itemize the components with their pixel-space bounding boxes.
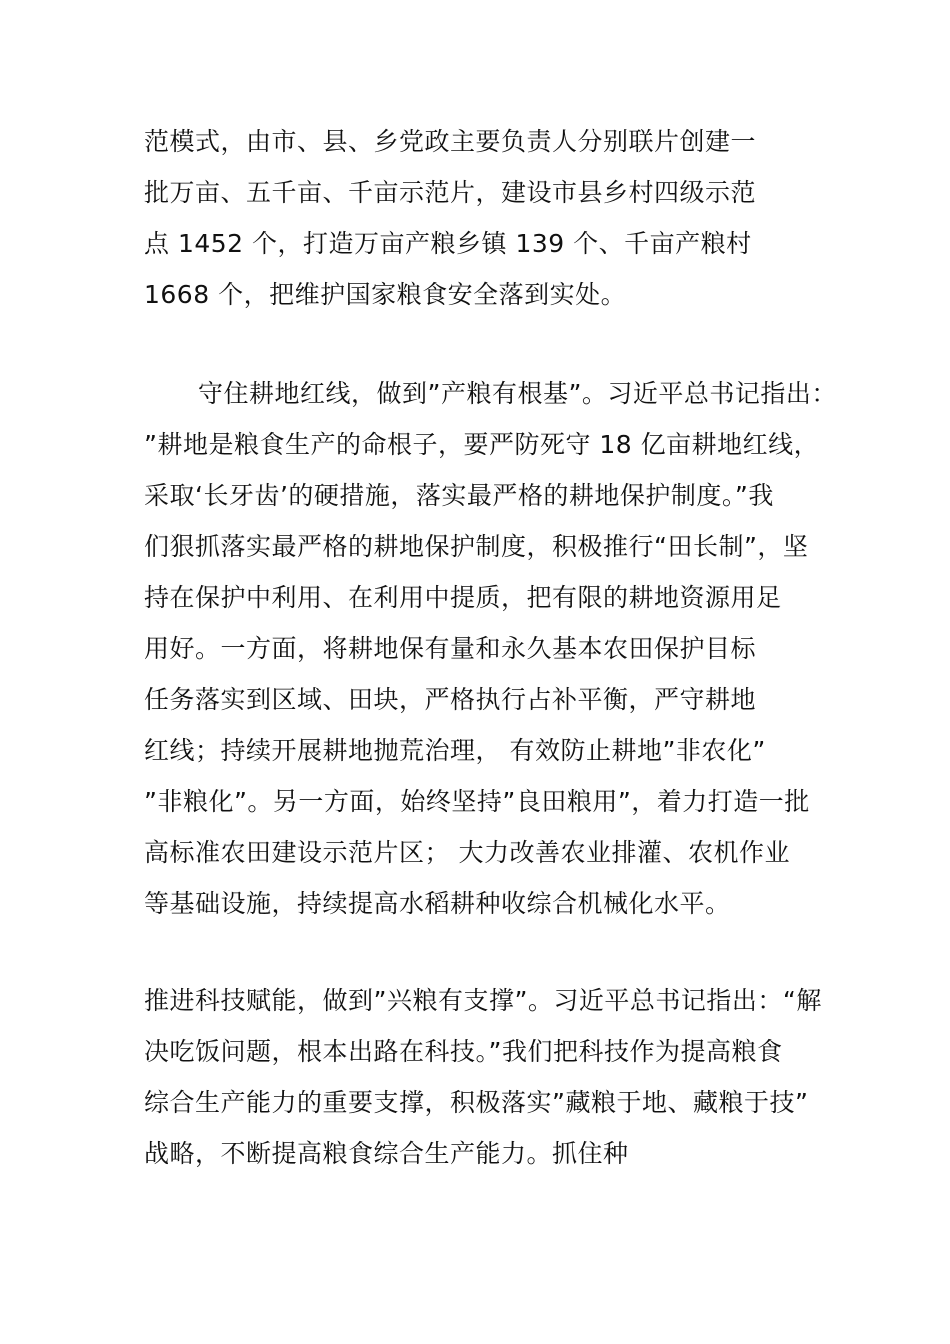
text-line: 守住耕地红线，做到”产粮有根基”。习近平总书记指出：: [198, 379, 837, 408]
paragraph-farmland-redline: [144, 368, 864, 929]
text-line: 综合生产能力的重要支撑，积极落实”藏粮于地、藏粮于技”: [144, 1088, 809, 1117]
text-line: 持在保护中利用、在利用中提质，把有限的耕地资源用足: [144, 583, 782, 612]
text-line: 任务落实到区域、田块，严格执行占补平衡，严守耕地: [144, 685, 757, 714]
text-line: 们狠抓落实最严格的耕地保护制度，积极推行“田长制”，坚: [144, 532, 809, 561]
text-line: 红线；持续开展耕地抛荒治理， 有效防止耕地”非农化”: [144, 736, 766, 765]
text-line: 等基础设施，持续提高水稻耕种收综合机械化水平。: [144, 889, 731, 918]
text-line: ”非粮化”。另一方面，始终坚持”良田粮用”，着力打造一批: [144, 787, 810, 816]
text-line: 用好。一方面，将耕地保有量和永久基本农田保护目标: [144, 634, 757, 663]
text-line: ”耕地是粮食生产的命根子，要严防死守 18 亿亩耕地红线，: [144, 430, 820, 459]
text-line: 战略，不断提高粮食综合生产能力。抓住种: [144, 1139, 629, 1168]
text-line: 推进科技赋能，做到”兴粮有支撑”。习近平总书记指出：“解: [144, 986, 822, 1015]
text-line: 点 1452 个，打造万亩产粮乡镇 139 个、千亩产粮村: [144, 229, 752, 258]
text-line: 1668 个，把维护国家粮食安全落到实处。: [144, 280, 627, 309]
text-line: 批万亩、五千亩、千亩示范片，建设市县乡村四级示范: [144, 178, 757, 207]
text-line: 决吃饭问题，根本出路在科技。”我们把科技作为提高粮食: [144, 1037, 783, 1066]
text-line: 范模式，由市、县、乡党政主要负责人分别联片创建一: [144, 127, 757, 156]
paragraph-technology-empowerment: [144, 975, 864, 1179]
paragraph-demonstration-zones: [144, 116, 864, 320]
text-line: 高标准农田建设示范片区； 大力改善农业排灌、农机作业: [144, 838, 790, 867]
text-line: 采取‘长牙齿’的硬措施，落实最严格的耕地保护制度。”我: [144, 481, 774, 510]
